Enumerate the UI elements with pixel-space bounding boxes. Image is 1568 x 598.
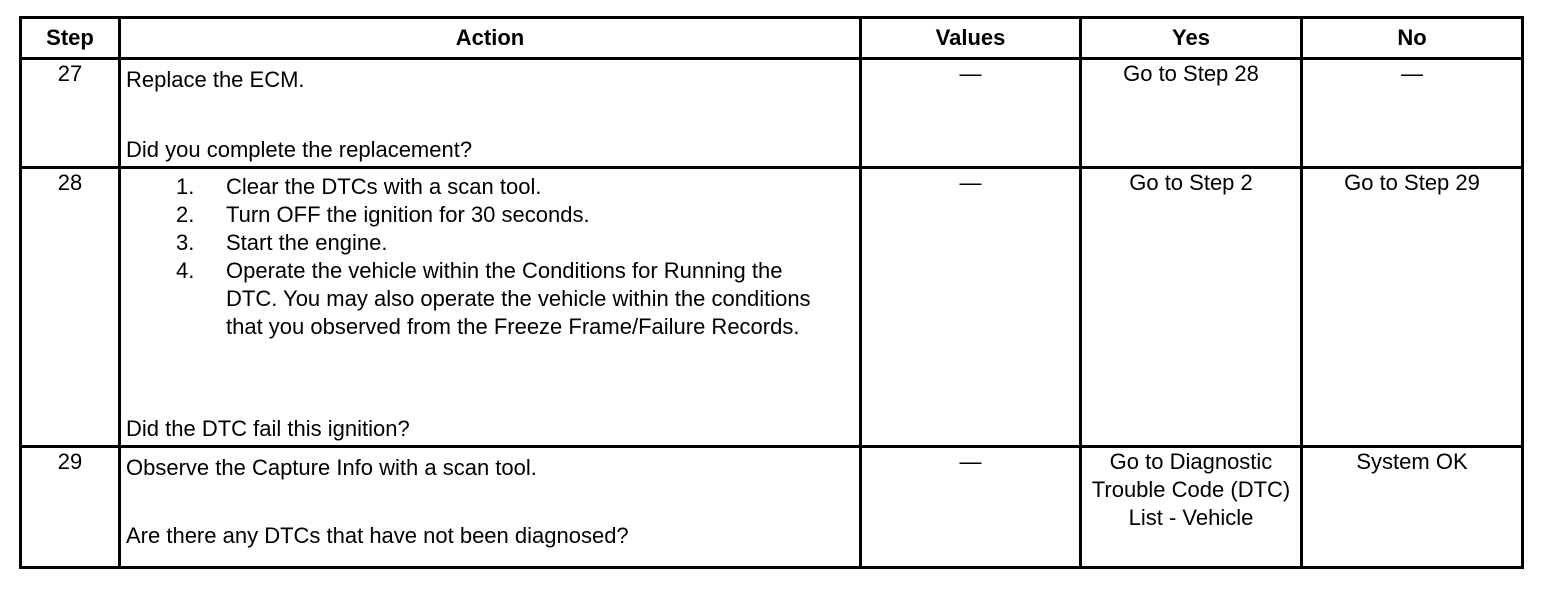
header-yes: Yes	[1081, 18, 1302, 59]
header-step: Step	[21, 18, 120, 59]
action-question: Did you complete the replacement?	[126, 137, 473, 162]
no-cell: —	[1302, 59, 1523, 168]
action-instruction: Observe the Capture Info with a scan tool.	[126, 455, 537, 480]
no-cell: System OK	[1302, 447, 1523, 568]
table-row	[21, 447, 1523, 568]
step-number: 28	[21, 168, 120, 447]
yes-cell: Go to Step 28	[1081, 59, 1302, 168]
header-no: No	[1302, 18, 1523, 59]
diagnostic-table	[19, 16, 1524, 569]
procedure-list	[126, 173, 854, 341]
list-item-number: 2.	[176, 202, 195, 227]
yes-cell: Go to Step 2	[1081, 168, 1302, 447]
list-item-text: Clear the DTCs with a scan tool.	[226, 174, 542, 199]
list-item-number: 4.	[176, 258, 195, 283]
list-item-number: 1.	[176, 174, 195, 199]
action-question: Are there any DTCs that have not been diagnosed?	[126, 523, 629, 548]
list-item	[126, 257, 854, 341]
values-cell: —	[861, 447, 1081, 568]
action-instruction: Replace the ECM.	[126, 67, 305, 92]
list-item-text: Operate the vehicle within the Conditions for Running the DTC. You may also operate the vehicle within the conditions that you observed from the Freeze Frame/Failure Records.	[226, 258, 811, 339]
header-row	[21, 18, 1523, 59]
action-cell	[120, 447, 861, 568]
list-item-number: 3.	[176, 230, 195, 255]
action-question: Did the DTC fail this ignition?	[126, 416, 410, 441]
action-cell	[120, 168, 861, 447]
table-row	[21, 59, 1523, 168]
header-action: Action	[120, 18, 861, 59]
step-number: 27	[21, 59, 120, 168]
list-item-text: Turn OFF the ignition for 30 seconds.	[226, 202, 590, 227]
list-item	[126, 229, 854, 257]
list-item-text: Start the engine.	[226, 230, 388, 255]
action-cell	[120, 59, 861, 168]
no-cell: Go to Step 29	[1302, 168, 1523, 447]
list-item	[126, 173, 854, 201]
table-row	[21, 168, 1523, 447]
step-number: 29	[21, 447, 120, 568]
values-cell: —	[861, 59, 1081, 168]
list-item	[126, 201, 854, 229]
yes-cell: Go to Diagnostic Trouble Code (DTC) List - Vehicle	[1081, 447, 1302, 568]
values-cell: —	[861, 168, 1081, 447]
header-values: Values	[861, 18, 1081, 59]
